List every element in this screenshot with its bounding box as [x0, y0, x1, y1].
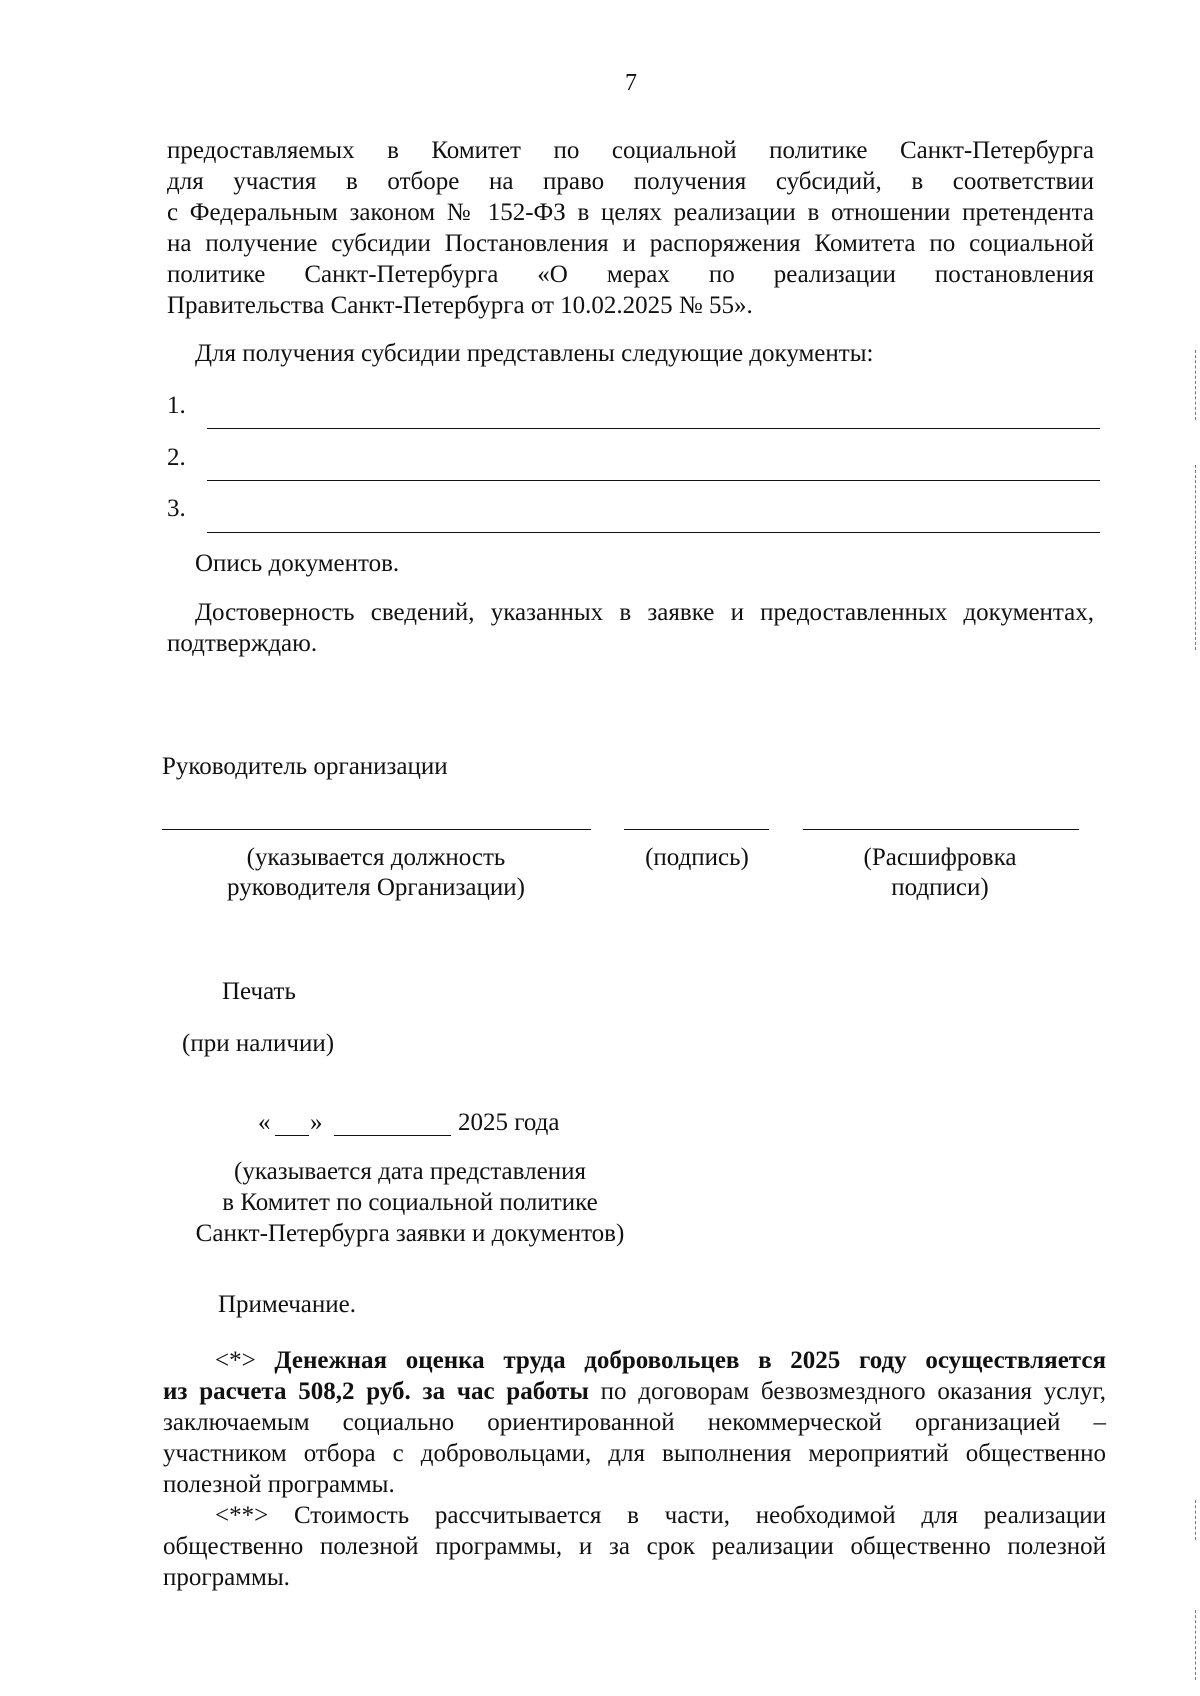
note-line: заключаемым социально ориентированной некоммерческой организацией – — [163, 1409, 1106, 1436]
inventory-label: Опись документов. — [195, 550, 400, 577]
scan-edge-mark — [1195, 1610, 1196, 1680]
intro-line: Правительства Санкт-Петербурга от 10.02.2025 № 55». — [167, 292, 753, 319]
date-year: 2025 года — [458, 1109, 560, 1136]
confirmation-line: подтверждаю. — [167, 630, 318, 657]
remark-label: Примечание. — [218, 1291, 357, 1318]
document-item-line[interactable] — [207, 532, 1100, 533]
position-caption — [196, 843, 556, 903]
date-caption-line: (указывается дата представления — [234, 1158, 586, 1185]
confirmation-paragraph — [167, 597, 1094, 659]
date-month-line[interactable] — [334, 1135, 451, 1136]
note-line: общественно полезной программы, и за срок реализации общественно полезной — [163, 1533, 1106, 1560]
document-item-line[interactable] — [207, 428, 1100, 429]
date-caption-line: Санкт-Петербурга заявки и документов) — [195, 1220, 625, 1247]
note-line: полезной программы. — [163, 1471, 395, 1498]
decoding-caption-line: (Расшифровка — [863, 844, 1017, 871]
head-label: Руководитель организации — [162, 753, 448, 780]
document-item-number: 2. — [167, 444, 186, 471]
date-caption-line: в Комитет по социальной политике — [222, 1189, 598, 1216]
note-line — [163, 1345, 1106, 1376]
document-item-number: 1. — [167, 392, 186, 419]
intro-line: с Федеральным законом № 152-ФЗ в целях реализации в отношении претендента — [167, 199, 1094, 226]
date-day-line[interactable] — [275, 1135, 309, 1136]
sign-caption: (подпись) — [645, 844, 749, 871]
note-marker: <*> — [215, 1347, 256, 1374]
scan-edge-mark — [1195, 1500, 1196, 1540]
intro-line: для участия в отборе на право получения субсидий, в соответствии — [167, 168, 1094, 195]
date-caption — [180, 1156, 640, 1249]
position-caption-line: (указывается должность — [246, 844, 506, 871]
note-line: <**> Стоимость рассчитывается в части, необходимой для реализации — [215, 1502, 1106, 1529]
date-close-quote: » — [310, 1109, 323, 1136]
documents-heading: Для получения субсидии представлены следующие документы: — [195, 340, 874, 367]
note-line — [163, 1376, 1106, 1407]
intro-line: на получение субсидии Постановления и распоряжения Комитета по социальной — [167, 230, 1094, 257]
decoding-caption — [845, 843, 1035, 903]
note-line: программы. — [163, 1564, 290, 1591]
intro-line: политике Санкт-Петербурга «О мерах по реализации постановления — [167, 261, 1094, 288]
note-cost — [163, 1500, 1106, 1593]
decoding-signature-line[interactable] — [803, 829, 1079, 830]
note-bold-text: Денежная оценка труда добровольцев в 2025 году осуществляется — [274, 1347, 1106, 1374]
decoding-caption-line: подписи) — [891, 874, 989, 901]
document-item-number: 3. — [167, 495, 186, 522]
scan-edge-mark — [1195, 465, 1196, 650]
stamp-note: (при наличии) — [182, 1030, 335, 1057]
confirmation-line: Достоверность сведений, указанных в заявке и предоставленных документах, — [195, 599, 1094, 626]
note-bold-rate: из расчета 508,2 руб. за час работы — [163, 1378, 589, 1405]
sign-signature-line[interactable] — [624, 829, 769, 830]
note-text: по договорам безвозмездного оказания услуг, — [588, 1378, 1107, 1405]
page-number: 7 — [625, 70, 637, 96]
date-open-quote: « — [258, 1109, 271, 1136]
scan-edge-mark — [1195, 350, 1196, 420]
position-signature-line[interactable] — [162, 829, 591, 830]
position-caption-line: руководителя Организации) — [227, 874, 525, 901]
intro-paragraph — [167, 135, 1094, 321]
intro-line: предоставляемых в Комитет по социальной политике Санкт-Петербурга — [167, 137, 1094, 164]
note-volunteer-valuation — [163, 1345, 1106, 1500]
stamp-label: Печать — [222, 978, 296, 1005]
document-item-line[interactable] — [207, 480, 1100, 481]
note-line: участником отбора с добровольцами, для выполнения мероприятий общественно — [163, 1440, 1106, 1467]
